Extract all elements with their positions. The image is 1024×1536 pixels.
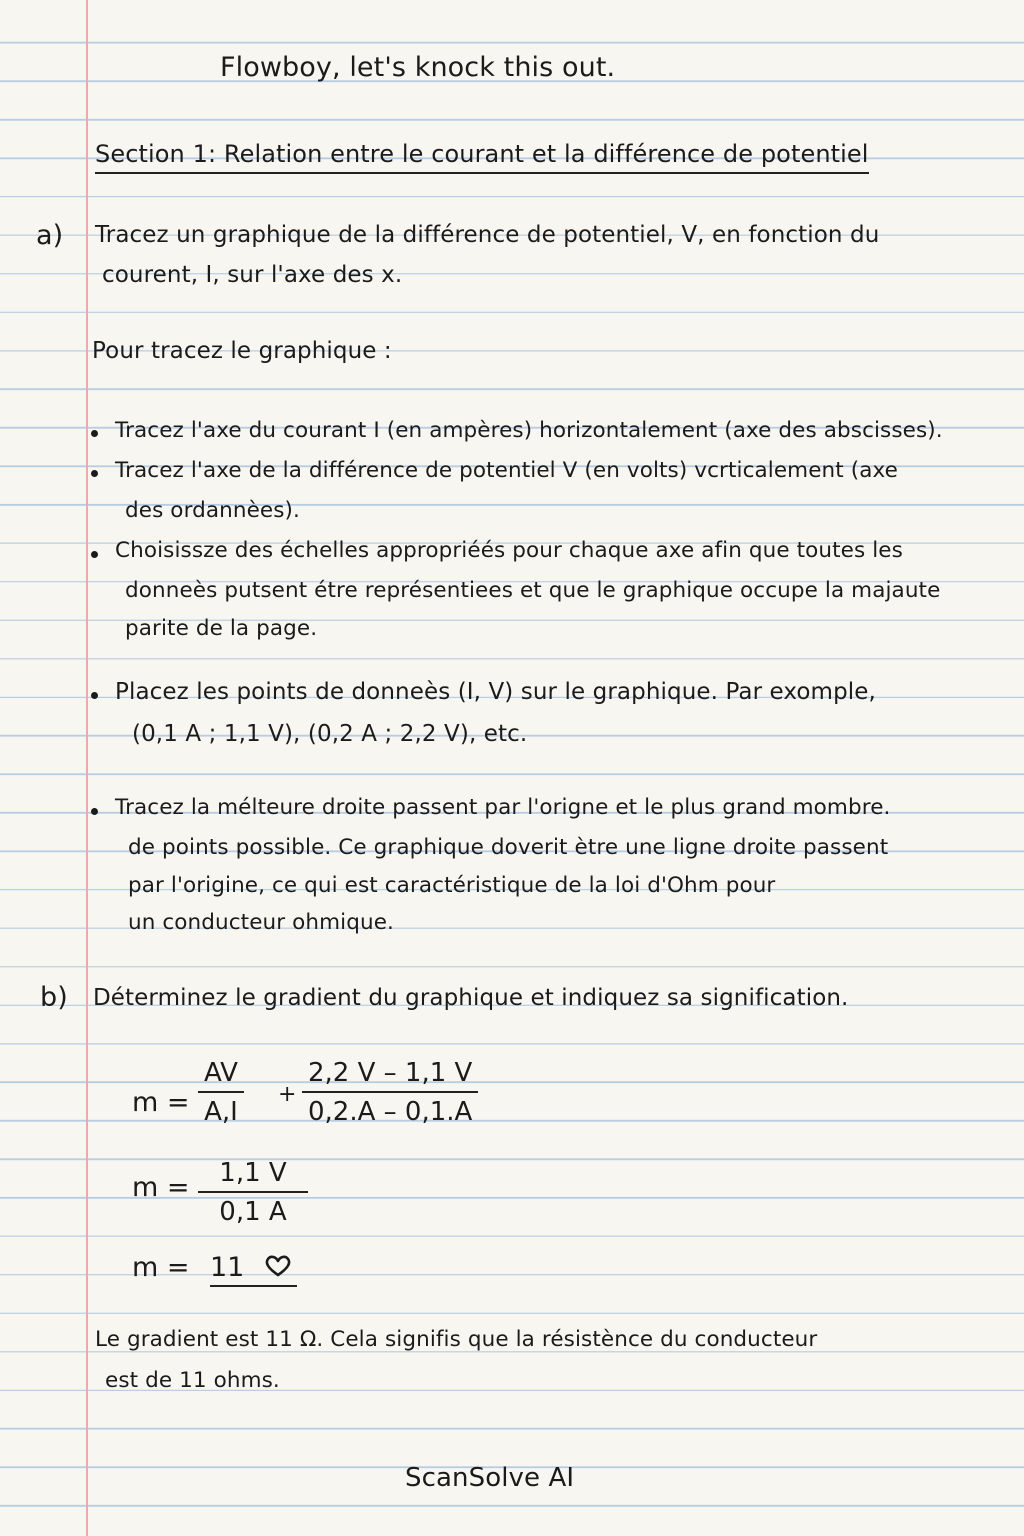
conclusion-line2: est de 11 ohms. [105,1368,280,1393]
bullet-dot [91,692,98,699]
bullet-2-line1: Tracez l'axe de la différence de potentiel V (en volts) vcrticalement (axe [115,458,898,483]
bullet-5-line4: un conducteur ohmique. [128,910,394,935]
part-a-question-line2: courent, I, sur l'axe des x. [102,262,403,288]
margin-line [86,0,88,1536]
eq1-denominator-2: 0,2.A – 0,1.A [302,1091,478,1127]
bullet-3-line3: parite de la page. [125,616,318,641]
footer-brand: ScanSolve AI [405,1463,575,1493]
bullet-dot [91,808,98,815]
eq2-denominator: 0,1 A [198,1191,308,1227]
bullet-1-line1: Tracez l'axe du courant I (en ampères) horizontalement (axe des abscisses). [115,418,943,443]
eq1-fraction-1 [198,1058,244,1127]
part-a-question-line1: Tracez un graphique de la différence de potentiel, V, en fonction du [95,222,880,248]
bullet-dot [91,430,98,437]
bullet-5-line2: de points possible. Ce graphique doverit ètre une ligne droite passent [128,835,889,860]
bullet-4-line1: Placez les points de donneès (I, V) sur le graphique. Par exomple, [115,679,876,705]
eq3-result [210,1252,297,1287]
bullet-dot [91,551,98,558]
part-a-intro: Pour tracez le graphique : [92,338,392,364]
eq1-fraction-2 [302,1058,478,1127]
page-title: Flowboy, let's knock this out. [220,52,616,83]
bullet-5-line1: Tracez la mélteure droite passent par l'origne et le plus grand mombre. [115,795,891,820]
eq1-numerator-2: 2,2 V – 1,1 V [308,1058,473,1088]
bullet-3-line1: Choisissze des échelles appropriéés pour chaque axe afin que toutes les [115,538,903,563]
eq1-denominator-1: A,I [198,1091,244,1127]
eq2-fraction [198,1158,308,1227]
part-a-label: a) [36,220,64,251]
heart-icon [253,1252,293,1283]
part-b-question: Déterminez le gradient du graphique et indiquez sa signification. [93,985,849,1011]
eq1-lhs: m = [132,1087,190,1118]
eq1-operator: + [278,1082,297,1107]
eq2-numerator: 1,1 V [219,1158,287,1188]
eq3-lhs: m = [132,1252,190,1283]
part-b-label: b) [40,982,68,1013]
conclusion-line1: Le gradient est 11 Ω. Cela signifis que la résistènce du conducteur [95,1327,818,1352]
bullet-3-line2: donneès putsent étre représentiees et que le graphique occupe la majaute [125,578,941,603]
bullet-2-line2: des ordannèes). [125,498,300,523]
bullet-4-line2: (0,1 A ; 1,1 V), (0,2 A ; 2,2 V), etc. [132,721,528,747]
eq1-numerator-1: AV [204,1058,238,1088]
bullet-5-line3: par l'origine, ce qui est caractéristique de la loi d'Ohm pour [128,873,776,898]
eq3-value: 11 [210,1252,245,1283]
section-heading: Section 1: Relation entre le courant et la différence de potentiel [95,140,869,174]
bullet-dot [91,470,98,477]
eq2-lhs: m = [132,1172,190,1203]
